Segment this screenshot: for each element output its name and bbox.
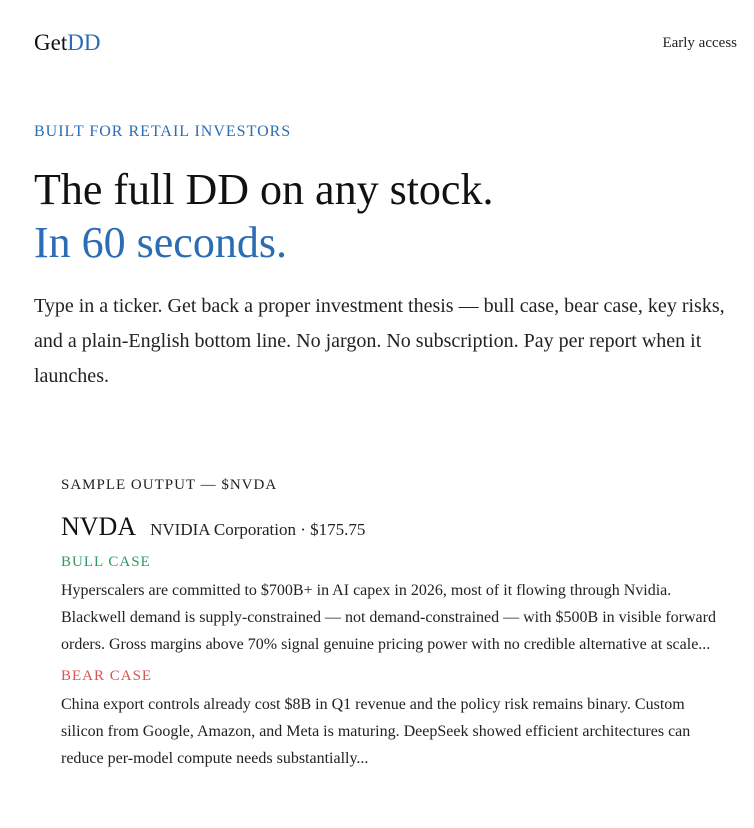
sample-output-label: SAMPLE OUTPUT — $NVDA [61, 477, 278, 493]
hero-description: Type in a ticker. Get back a proper investment thesis — bull case, bear case, key risks, and a plain-English bottom line. No jargon. No subscription. Pay per report when it launches. [34, 295, 725, 387]
hero-eyebrow: BUILT FOR RETAIL INVESTORS [34, 123, 292, 140]
hero-headline [34, 163, 493, 269]
early-access-link[interactable]: Early access [662, 35, 737, 51]
top-nav [34, 28, 737, 58]
sample-output-card [61, 474, 731, 772]
ticker-row [61, 512, 731, 542]
headline-line-1: The full DD on any stock. [34, 165, 494, 214]
bear-case-label: BEAR CASE [61, 668, 153, 684]
headline-line-2: In 60 seconds. [34, 218, 287, 267]
bear-case-text: China export controls already cost $8B in Q1 revenue and the policy risk remains binary. Custom silicon from Google, Amazon, and Meta is maturing. DeepSeek showed efficient architectures can reduce per-model compute needs substantially... [61, 696, 691, 767]
logo-accent-text: DD [67, 30, 101, 55]
logo[interactable] [34, 28, 100, 58]
company-name-price: NVIDIA Corporation · $175.75 [150, 520, 366, 539]
logo-text: Get [34, 30, 68, 55]
bull-case-text: Hyperscalers are committed to $700B+ in AI capex in 2026, most of it flowing through Nvidia. Blackwell demand is supply-constrained — not demand-constrained — with $500B in visible forward orders. Gross margins above 70% signal genuine pricing power with no credible alternative at scale... [61, 582, 716, 653]
ticker-symbol: NVDA [61, 512, 137, 541]
bull-case-label: BULL CASE [61, 554, 151, 570]
